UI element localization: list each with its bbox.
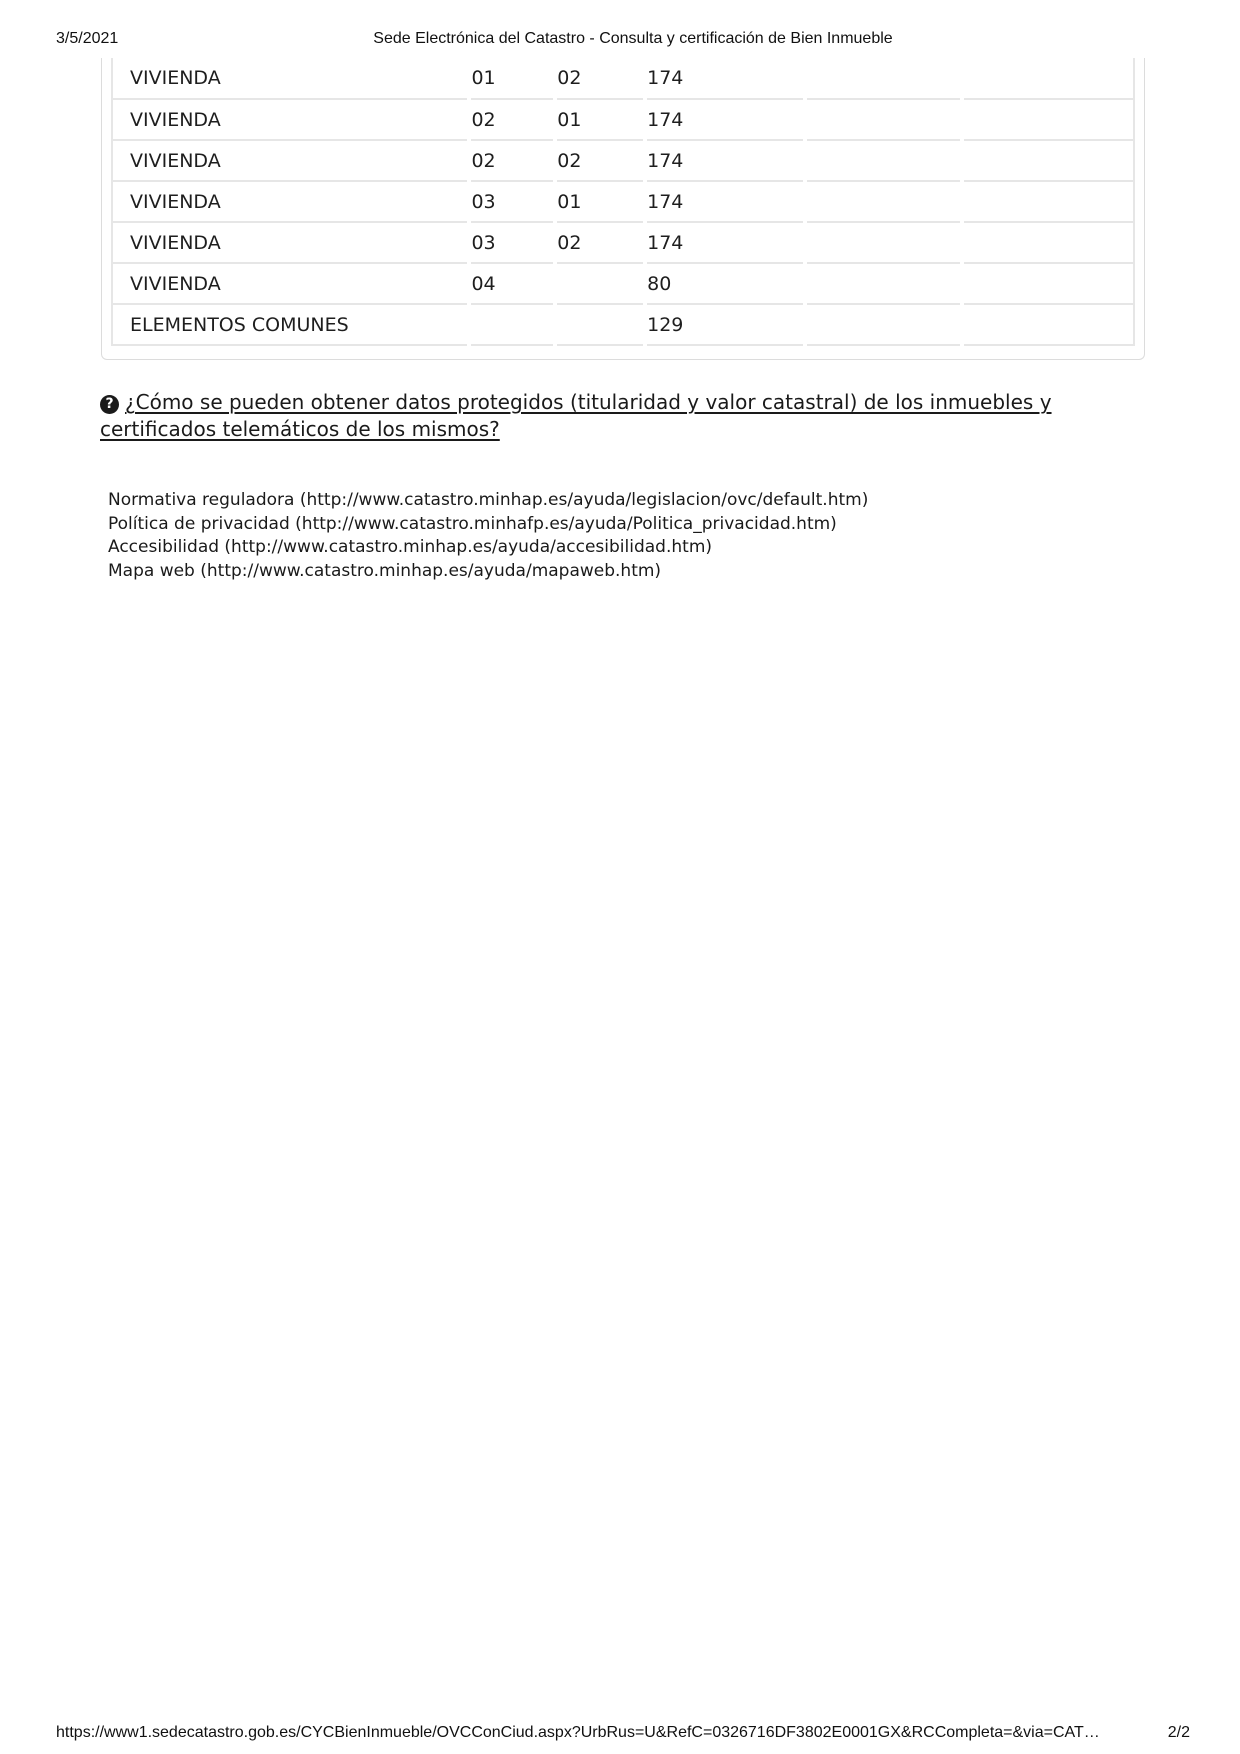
- cell-empty: [807, 181, 965, 222]
- cell-uso: VIVIENDA: [112, 58, 471, 99]
- cell-empty: [964, 99, 1134, 140]
- question-circle-icon: ?: [100, 395, 119, 414]
- cell-superficie: 174: [647, 140, 807, 181]
- footer-link-mapa-web[interactable]: Mapa web (http://www.catastro.minhap.es/ayuda/mapaweb.htm): [108, 560, 662, 581]
- cell-empty: [807, 304, 965, 345]
- footer-link-normativa[interactable]: Normativa reguladora (http://www.catastro.minhap.es/ayuda/legislacion/ovc/default.htm): [108, 490, 869, 510]
- cell-uso: VIVIENDA: [112, 181, 471, 222]
- cell-superficie: 80: [647, 263, 807, 304]
- cell-empty: [807, 140, 965, 181]
- cell-uso: VIVIENDA: [112, 222, 471, 263]
- cell-puerta: 02: [557, 140, 647, 181]
- cell-empty: [964, 263, 1134, 304]
- cell-puerta: [557, 304, 647, 345]
- cell-planta: 02: [471, 99, 557, 140]
- footer-link-accesibilidad[interactable]: Accesibilidad (http://www.catastro.minhap.es/ayuda/accesibilidad.htm): [108, 537, 713, 557]
- cell-empty: [964, 222, 1134, 263]
- table-row: [112, 222, 1134, 263]
- cell-planta: 03: [471, 222, 557, 263]
- table-row: [112, 99, 1134, 140]
- page-number: 2/2: [1167, 1724, 1190, 1741]
- cell-superficie: 174: [647, 58, 807, 99]
- table-row: [112, 304, 1134, 345]
- cell-empty: [964, 304, 1134, 345]
- cell-uso: ELEMENTOS COMUNES: [112, 304, 471, 345]
- print-url: https://www1.sedecatastro.gob.es/CYCBienInmueble/OVCConCiud.aspx?UrbRus=U&RefC=0326716DF3802E0001GX&RCCompleta=&via=CAT…: [56, 1724, 1100, 1741]
- cell-uso: VIVIENDA: [112, 263, 471, 304]
- cell-uso: VIVIENDA: [112, 140, 471, 181]
- units-panel: [101, 58, 1145, 360]
- cell-planta: 04: [471, 263, 557, 304]
- cell-empty: [807, 99, 965, 140]
- footer-link-privacidad[interactable]: Política de privacidad (http://www.catastro.minhafp.es/ayuda/Politica_privacidad.htm): [108, 513, 837, 534]
- cell-empty: [964, 58, 1134, 99]
- cell-puerta: 01: [557, 181, 647, 222]
- cell-superficie: 174: [647, 181, 807, 222]
- cell-superficie: 129: [647, 304, 807, 345]
- cell-empty: [807, 58, 965, 99]
- table-row: [112, 140, 1134, 181]
- cell-superficie: 174: [647, 222, 807, 263]
- cell-superficie: 174: [647, 99, 807, 140]
- cell-puerta: [557, 263, 647, 304]
- cell-empty: [964, 140, 1134, 181]
- cell-planta: 02: [471, 140, 557, 181]
- print-page-title: Sede Electrónica del Catastro - Consulta y certificación de Bien Inmueble: [373, 30, 893, 47]
- cell-planta: 01: [471, 58, 557, 99]
- print-date: 3/5/2021: [56, 30, 119, 47]
- footer-links: [108, 489, 868, 583]
- protected-data-help: [100, 389, 1160, 443]
- print-footer: [56, 1724, 1190, 1746]
- print-header: [56, 30, 1190, 52]
- cell-planta: [471, 304, 557, 345]
- cell-empty: [807, 263, 965, 304]
- cell-planta: 03: [471, 181, 557, 222]
- units-table: [111, 58, 1135, 346]
- table-row: [112, 263, 1134, 304]
- cell-puerta: 01: [557, 99, 647, 140]
- cell-puerta: 02: [557, 58, 647, 99]
- table-row: [112, 58, 1134, 99]
- cell-uso: VIVIENDA: [112, 99, 471, 140]
- protected-data-link[interactable]: ¿Cómo se pueden obtener datos protegidos (titularidad y valor catastral) de los inmuebles y certificados telemáticos de los mismos?: [100, 390, 1052, 441]
- cell-empty: [807, 222, 965, 263]
- cell-puerta: 02: [557, 222, 647, 263]
- cell-empty: [964, 181, 1134, 222]
- table-row: [112, 181, 1134, 222]
